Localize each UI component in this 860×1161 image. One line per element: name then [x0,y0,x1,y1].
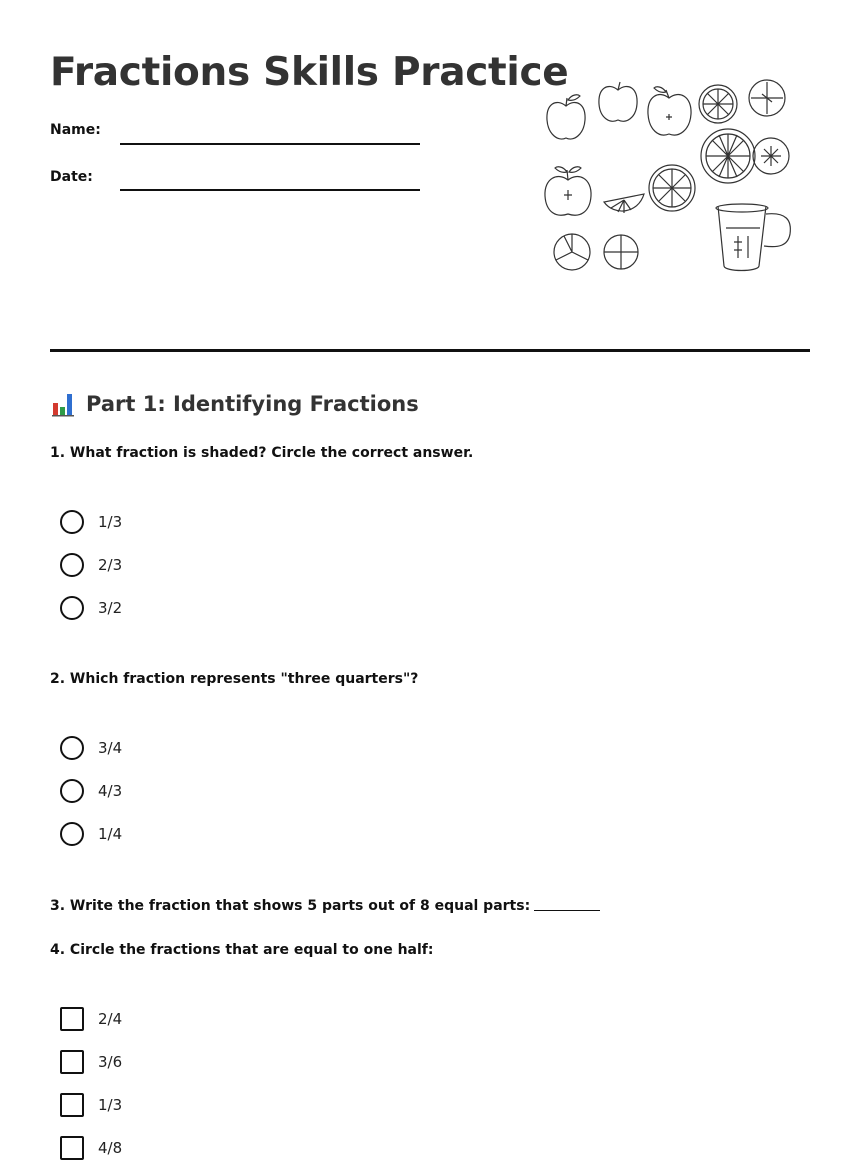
measuring-jug-icon [716,204,790,271]
q1-option-2[interactable] [60,553,122,577]
section-heading [50,388,419,420]
option-label: 1/3 [98,1096,123,1114]
name-label: Name: [50,122,101,138]
question-3 [50,898,600,914]
q2-option-2[interactable] [60,779,122,803]
checkbox[interactable] [60,1007,84,1031]
radio-button[interactable] [60,510,84,534]
section-title: Part 1: Identifying Fractions [86,392,419,416]
option-label: 2/3 [98,556,123,574]
name-field[interactable] [120,143,420,145]
apple-icon [648,87,691,135]
radio-button[interactable] [60,822,84,846]
bar-chart-icon [50,391,76,417]
question-4: 4. Circle the fractions that are equal to one half: [50,942,434,958]
q4-option-2[interactable] [60,1050,122,1074]
checkbox[interactable] [60,1136,84,1160]
q1-option-1[interactable] [60,510,122,534]
apple-icon [547,95,585,139]
question-2: 2. Which fraction represents "three quarters"? [50,671,419,687]
option-label: 1/3 [98,513,123,531]
apple-icon [599,82,637,121]
radio-button[interactable] [60,596,84,620]
pie-icon [604,235,638,269]
checkbox[interactable] [60,1050,84,1074]
fruit-illustration [538,76,800,280]
apple-icon [545,167,591,215]
option-label: 3/2 [98,599,123,617]
option-label: 1/4 [98,825,123,843]
date-field[interactable] [120,189,420,191]
radio-button[interactable] [60,736,84,760]
q4-option-1[interactable] [60,1007,122,1031]
q4-option-3[interactable] [60,1093,122,1117]
date-label: Date: [50,169,93,185]
orange-slice-icon [753,138,789,174]
answer-blank[interactable] [534,910,600,911]
option-label: 4/3 [98,782,123,800]
option-label: 4/8 [98,1139,123,1157]
section-divider [50,349,810,352]
q2-option-3[interactable] [60,822,122,846]
worksheet-title: Fractions Skills Practice [50,50,569,95]
pie-icon [554,234,590,270]
q1-option-3[interactable] [60,596,122,620]
orange-wedge-icon [604,194,644,213]
option-label: 3/4 [98,739,123,757]
question-3-text: 3. Write the fraction that shows 5 parts out of 8 equal parts: [50,898,531,914]
option-label: 3/6 [98,1053,123,1071]
question-1: 1. What fraction is shaded? Circle the correct answer. [50,445,474,461]
orange-slice-icon [749,80,785,116]
q2-option-1[interactable] [60,736,122,760]
option-label: 2/4 [98,1010,123,1028]
orange-slice-icon [699,85,737,123]
checkbox[interactable] [60,1093,84,1117]
orange-slice-icon [649,165,695,211]
radio-button[interactable] [60,553,84,577]
orange-slice-icon [701,129,755,183]
radio-button[interactable] [60,779,84,803]
q4-option-4[interactable] [60,1136,122,1160]
